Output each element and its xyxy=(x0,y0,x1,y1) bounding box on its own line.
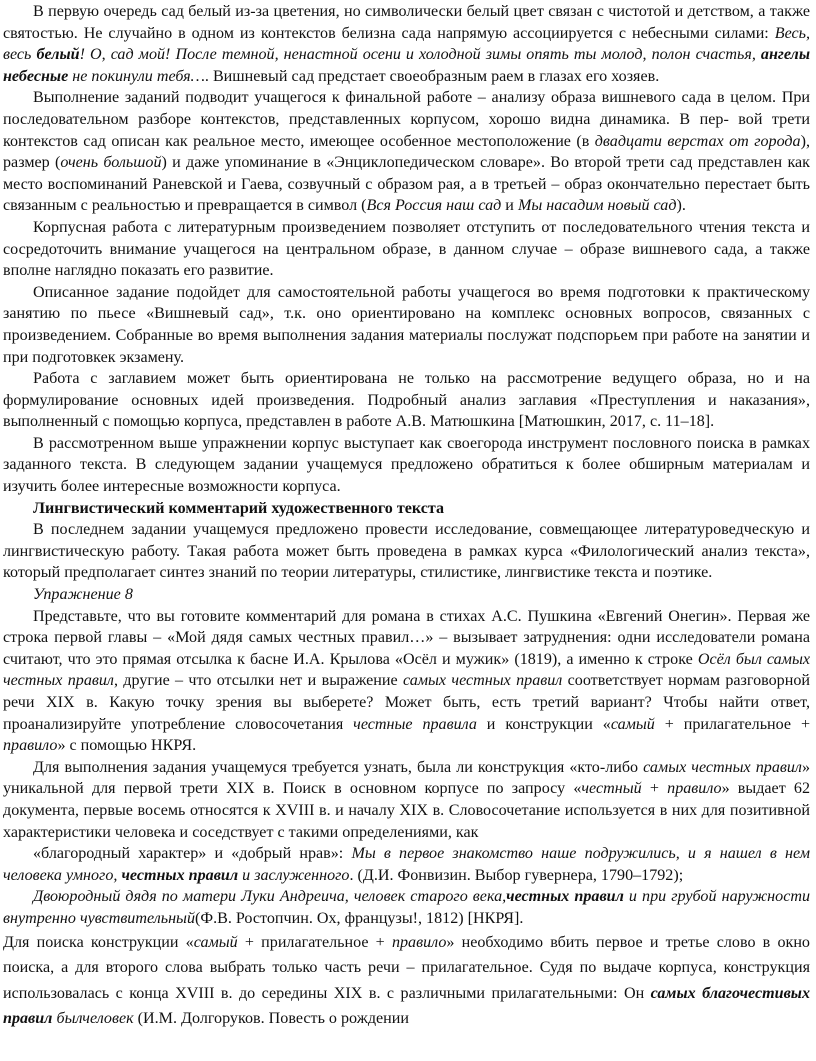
paragraph-exercise-onegin xyxy=(3,606,810,757)
text: , другие – что отсылки нет и выражение xyxy=(113,672,403,690)
quote-bold: ангелы небесные xyxy=(3,46,810,85)
italic-quote: Мы насадим новый сад xyxy=(517,197,677,215)
paragraph-title-work: Работа с заглавием может быть ориентирована не только на рассмотрение ведущего образа, но и на формулирование основных идей произведения. Подробный анализ заглавия «Преступления и наказания», выполненный с помощью корпуса, представлен в работе А.В. Матюшкина [Матюшкин, 2017, с. 11–18]. xyxy=(3,370,810,431)
italic-quote: честные правила xyxy=(353,715,477,733)
text: соответствует нормам разговорной речи XIX в. Какую точку зрения вы выберете? Может быть, есть третий вариант? Чтобы найти ответ, проанализируйте употребление словосочетания xyxy=(3,672,810,733)
text: Для выполнения задания учащемуся требуется узнать, была ли конструкция «кто-либо xyxy=(33,758,644,776)
paragraph-white-garden xyxy=(3,1,810,87)
text: + xyxy=(641,780,668,798)
paragraph-independent-work: Описанное задание подойдет для самостоятельной работы учащегося во время подготовки к практическому занятию по пьесе «Вишневый сад», т.к. оно ориентировано на комплекс основных вопросов, связанных с произведением. Собранные во время выполнения задания материалы послужат подспорьем при работе на занятии и при подготовкек экзамену. xyxy=(3,283,810,366)
bold-quote: честных правил xyxy=(506,888,624,906)
text: (И.М. Долгоруков. Повесть о рождении xyxy=(133,1010,409,1028)
italic-quote: самых честных правил xyxy=(643,758,802,776)
text: В первую очередь сад белый из-за цветения, но символически белый цвет связан с чистотой и детством, а также святостью. Не случайно в одном из контекстов белизна сада напрямую ассоциируется с небесными силами: xyxy=(3,3,810,42)
italic-quote: Осёл был самых честных правил xyxy=(3,650,810,690)
text: ), размер ( xyxy=(3,132,810,172)
paragraph-corpus-work: Корпусная работа с литературным произведением позволяет отступить от последовательного чтения текста и сосредоточить внимание учащегося на центральном образе, в данном случае – образе вишневого сада, а также вполне наглядно показать его развитие. xyxy=(3,218,810,280)
italic-quote: самый xyxy=(610,715,655,733)
section-heading: Лингвистический комментарий художественного текста xyxy=(33,499,445,517)
text: и xyxy=(501,197,518,215)
paragraph-search-result xyxy=(3,757,810,843)
italic-quote: правило xyxy=(3,737,58,755)
quote: не покинули тебя… xyxy=(68,67,205,85)
italic-quote: очень большой xyxy=(60,154,162,172)
paragraph-example-rostopchin xyxy=(3,886,810,929)
text: + прилагательное + xyxy=(237,933,392,951)
text: . Вишневый сад предстает своеобразным раем в глазах его хозяев. xyxy=(204,67,660,85)
text: + прилагательное + xyxy=(654,715,811,733)
italic-quote: былчеловек xyxy=(52,1010,134,1028)
exercise-label: Упражнение 8 xyxy=(33,586,133,604)
italic-quote: Вся Россия наш сад xyxy=(366,197,502,215)
bold-quote: самых благочестивых правил xyxy=(3,984,811,1028)
paragraph-final-task xyxy=(3,87,810,217)
text: ) и даже упоминание в «Энциклопедическом словаре». Во второй трети сад представлен как место воспоминаний Раневской и Гаева, созвучный с образом рая, а в третьей – образ окончательно перестает быть связанным с реальностью и превращается в символ ( xyxy=(3,154,810,215)
paragraph-corpus-tool: В рассмотренном выше упражнении корпус выступает как своегорода инструмент пословного поиска в рамках заданного текста. В следующем задании учащемуся предложено обратиться к более обширным материалам и изучить более интересные возможности корпуса. xyxy=(3,434,810,496)
italic-quote: самый xyxy=(193,933,238,951)
text: » уникальной для первой трети XIX в. Поиск в основном корпусе по запросу « xyxy=(3,758,810,798)
paragraph-last-task: В последнем задании учащемуся предложено провести исследование, совмещающее литературоведческую и лингвистическую работу. Такая работа может быть проведена в рамках курса «Филологический анализ текста», который предполагает синтез знаний по теории литературы, стилистике, лингвистике текста и поэтике. xyxy=(3,521,810,582)
italic-quote: правило xyxy=(391,933,447,951)
text: » необходимо вбить первое и третье слово в окно поиска, а для второго слова выбрать только часть речи – прилагательное. Судя по выдаче корпуса, конструкция использовалась с конца XVIII в. до середины XIX в. с различными прилагательными: Он xyxy=(3,933,810,1002)
paragraph-construction-search xyxy=(3,930,810,1032)
italic-quote: и при грубой наружности внутренно чувствительный xyxy=(3,888,811,927)
text: Для поиска конструкции « xyxy=(3,933,194,951)
bold-quote: честных правил xyxy=(121,866,239,884)
quote-bold: белый xyxy=(36,46,80,64)
text: и конструкции « xyxy=(476,715,611,733)
italic-quote: Мы в первое знакомство наше подружились, и я нашел в нем человека умного, xyxy=(3,845,810,884)
italic-quote: честный xyxy=(581,780,642,798)
text: Представьте, что вы готовите комментарий для романа в стихах А.С. Пушкина «Евгений Онегин». Первая же строка первой главы – «Мой дядя самых честных правил…» – вызывает затруднения: одни исследователи романа считают, что это прямая отсылка к басне И.А. Крылова «Осёл и мужик» (1819), а именно к строке xyxy=(3,607,810,668)
paragraph-example-fonvizin xyxy=(3,843,810,886)
text: (Ф.В. Ростопчин. Ох, французы!, 1812) [НКРЯ]. xyxy=(195,909,524,927)
quote: ! О, сад мой! После темной, ненастной осени и холодной зимы опять ты молод, полон счастья, xyxy=(79,46,761,64)
text: ). xyxy=(676,197,686,215)
italic-quote: и заслуженного xyxy=(238,866,350,884)
italic-quote: Двоюродный дядя по матери Луки Андреича, человек старого века, xyxy=(33,888,507,906)
italic-quote: двадцати верстах от города xyxy=(594,132,801,150)
text: «благородный характер» и «добрый нрав»: xyxy=(33,845,352,863)
text: » выдает 62 документа, первые восемь относятся к XVIII в. и началу XIX в. Словосочетание используется в них для позитивной характеристики человека и соседствует с такими определениями, как xyxy=(3,780,811,841)
italic-quote: самых честных правил xyxy=(402,672,563,690)
text: Выполнение заданий подводит учащегося к финальной работе – анализу образа вишневого сада в целом. При последовательном разборе контекстов, представленных корпусом, хорошо видна динамика. В пер- вой трети контекстов сад описан как реальное место, имеющее особенное местоположение (в xyxy=(3,89,810,150)
text: . (Д.И. Фонвизин. Выбор гувернера, 1790–1792); xyxy=(349,866,684,884)
quote: Весь, весь xyxy=(3,24,810,64)
italic-quote: правило xyxy=(667,780,722,798)
text: » с помощью НКРЯ. xyxy=(57,737,197,755)
